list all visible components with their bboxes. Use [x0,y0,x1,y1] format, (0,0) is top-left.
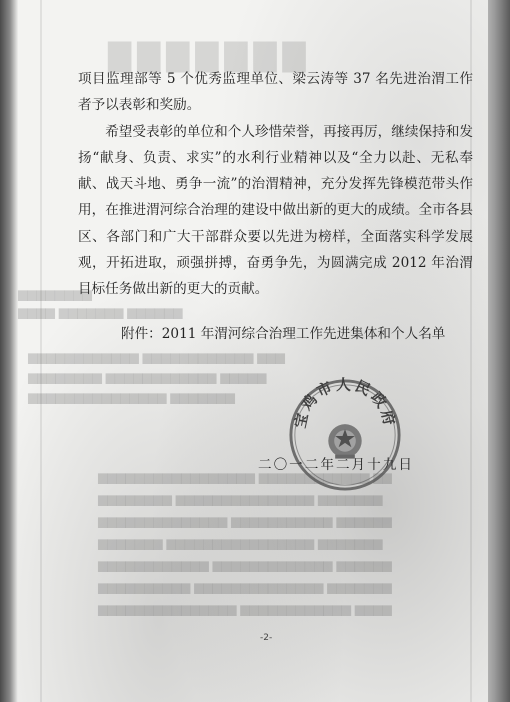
document-page [18,0,488,702]
bleed-through-text: ▆▆▆▆▆▆▆▆▆▆▆▆ ▆▆▆▆▆▆▆▆▆▆▆▆▆ ▆▆▆▆▆▆ [98,558,392,572]
bleed-through-text: ▆▆▆▆▆▆▆▆ ▆▆▆▆▆▆▆▆▆▆▆▆▆▆▆ ▆▆▆▆▆▆▆ [98,492,383,506]
bleed-through-text: ▆▆▆▆▆▆▆▆▆▆▆▆ ▆▆▆▆▆▆▆▆▆▆▆▆ ▆▆▆ [28,350,285,364]
issue-date: 二〇一二年二月十九日 [258,457,414,473]
official-seal [286,376,404,494]
bleed-through-text: ▆▆▆▆▆▆▆▆▆▆ ▆▆▆▆▆▆▆▆▆▆▆▆▆▆ ▆▆▆▆▆▆▆ [98,580,392,594]
bleed-through-text: ▆▆▆▆▆▆▆▆▆▆▆▆▆▆▆▆▆ ▆▆▆▆▆▆▆▆▆▆▆▆ ▆▆ [98,470,392,484]
seal-text: 宝鸡市人民政府 [291,376,399,430]
paragraph-commendation-end: 项目监理部等 5 个优秀监理单位、梁云涛等 37 名先进治渭工作者予以表彰和奖励。 [78,71,473,114]
attachment-line: 附件：2011 年渭河综合治理工作先进集体和个人名单 [121,326,446,342]
bleed-through-text: ▆▆▆▆▆▆▆▆▆▆▆▆▆▆ ▆▆▆▆▆▆▆▆▆▆▆ ▆▆▆▆▆▆ [98,514,392,528]
bleed-through-text: ▆▆▆▆▆▆▆▆ ▆▆▆▆▆▆▆▆▆▆▆▆ ▆▆▆▆▆ [28,370,267,384]
paragraph-expectation: 希望受表彰的单位和个人珍惜荣誉，再接再厉，继续保持和发扬“献身、负责、求实”的水利行业精神以及“全力以赴、无私奉献、战天斗地、勇争一流”的治渭精神，充分发挥先锋模范带头作用，在推进渭河综合治理的建设中做出新的更大的成绩。全市各县区、各部门和广大干部群众要以先进为榜样，全面落实科学发展观，开拓进取，顽强拼搏，奋勇争先，为圆满完成 2012 年治渭目标任务做出新的更大的贡献。 [78,123,473,298]
bleed-through-text: ▆▆▆▆▆▆▆ ▆▆▆▆▆▆▆▆▆▆▆▆▆▆▆▆ ▆▆▆▆▆▆▆ [98,536,383,550]
bleed-through-text: ▆▆▆▆▆▆▆▆ [18,287,92,301]
bleed-through-title: ▇▇▇▇▇▇▇ [108,38,312,73]
page-number: -2- [260,633,273,643]
svg-text:宝鸡市人民政府 [291,376,399,429]
bleed-through-text: ▆▆▆▆▆▆▆▆▆▆▆▆▆▆▆ ▆▆▆▆▆▆▆▆▆▆▆▆ ▆▆▆▆ [98,602,392,616]
bleed-through-text: ▆▆▆▆ ▆▆▆▆▆▆▆ ▆▆▆▆▆▆ [18,305,183,319]
bleed-through-text: ▆▆▆▆▆▆▆▆▆▆▆▆▆▆▆ ▆▆▆▆▆▆▆ [28,390,235,404]
document-body [78,66,473,303]
